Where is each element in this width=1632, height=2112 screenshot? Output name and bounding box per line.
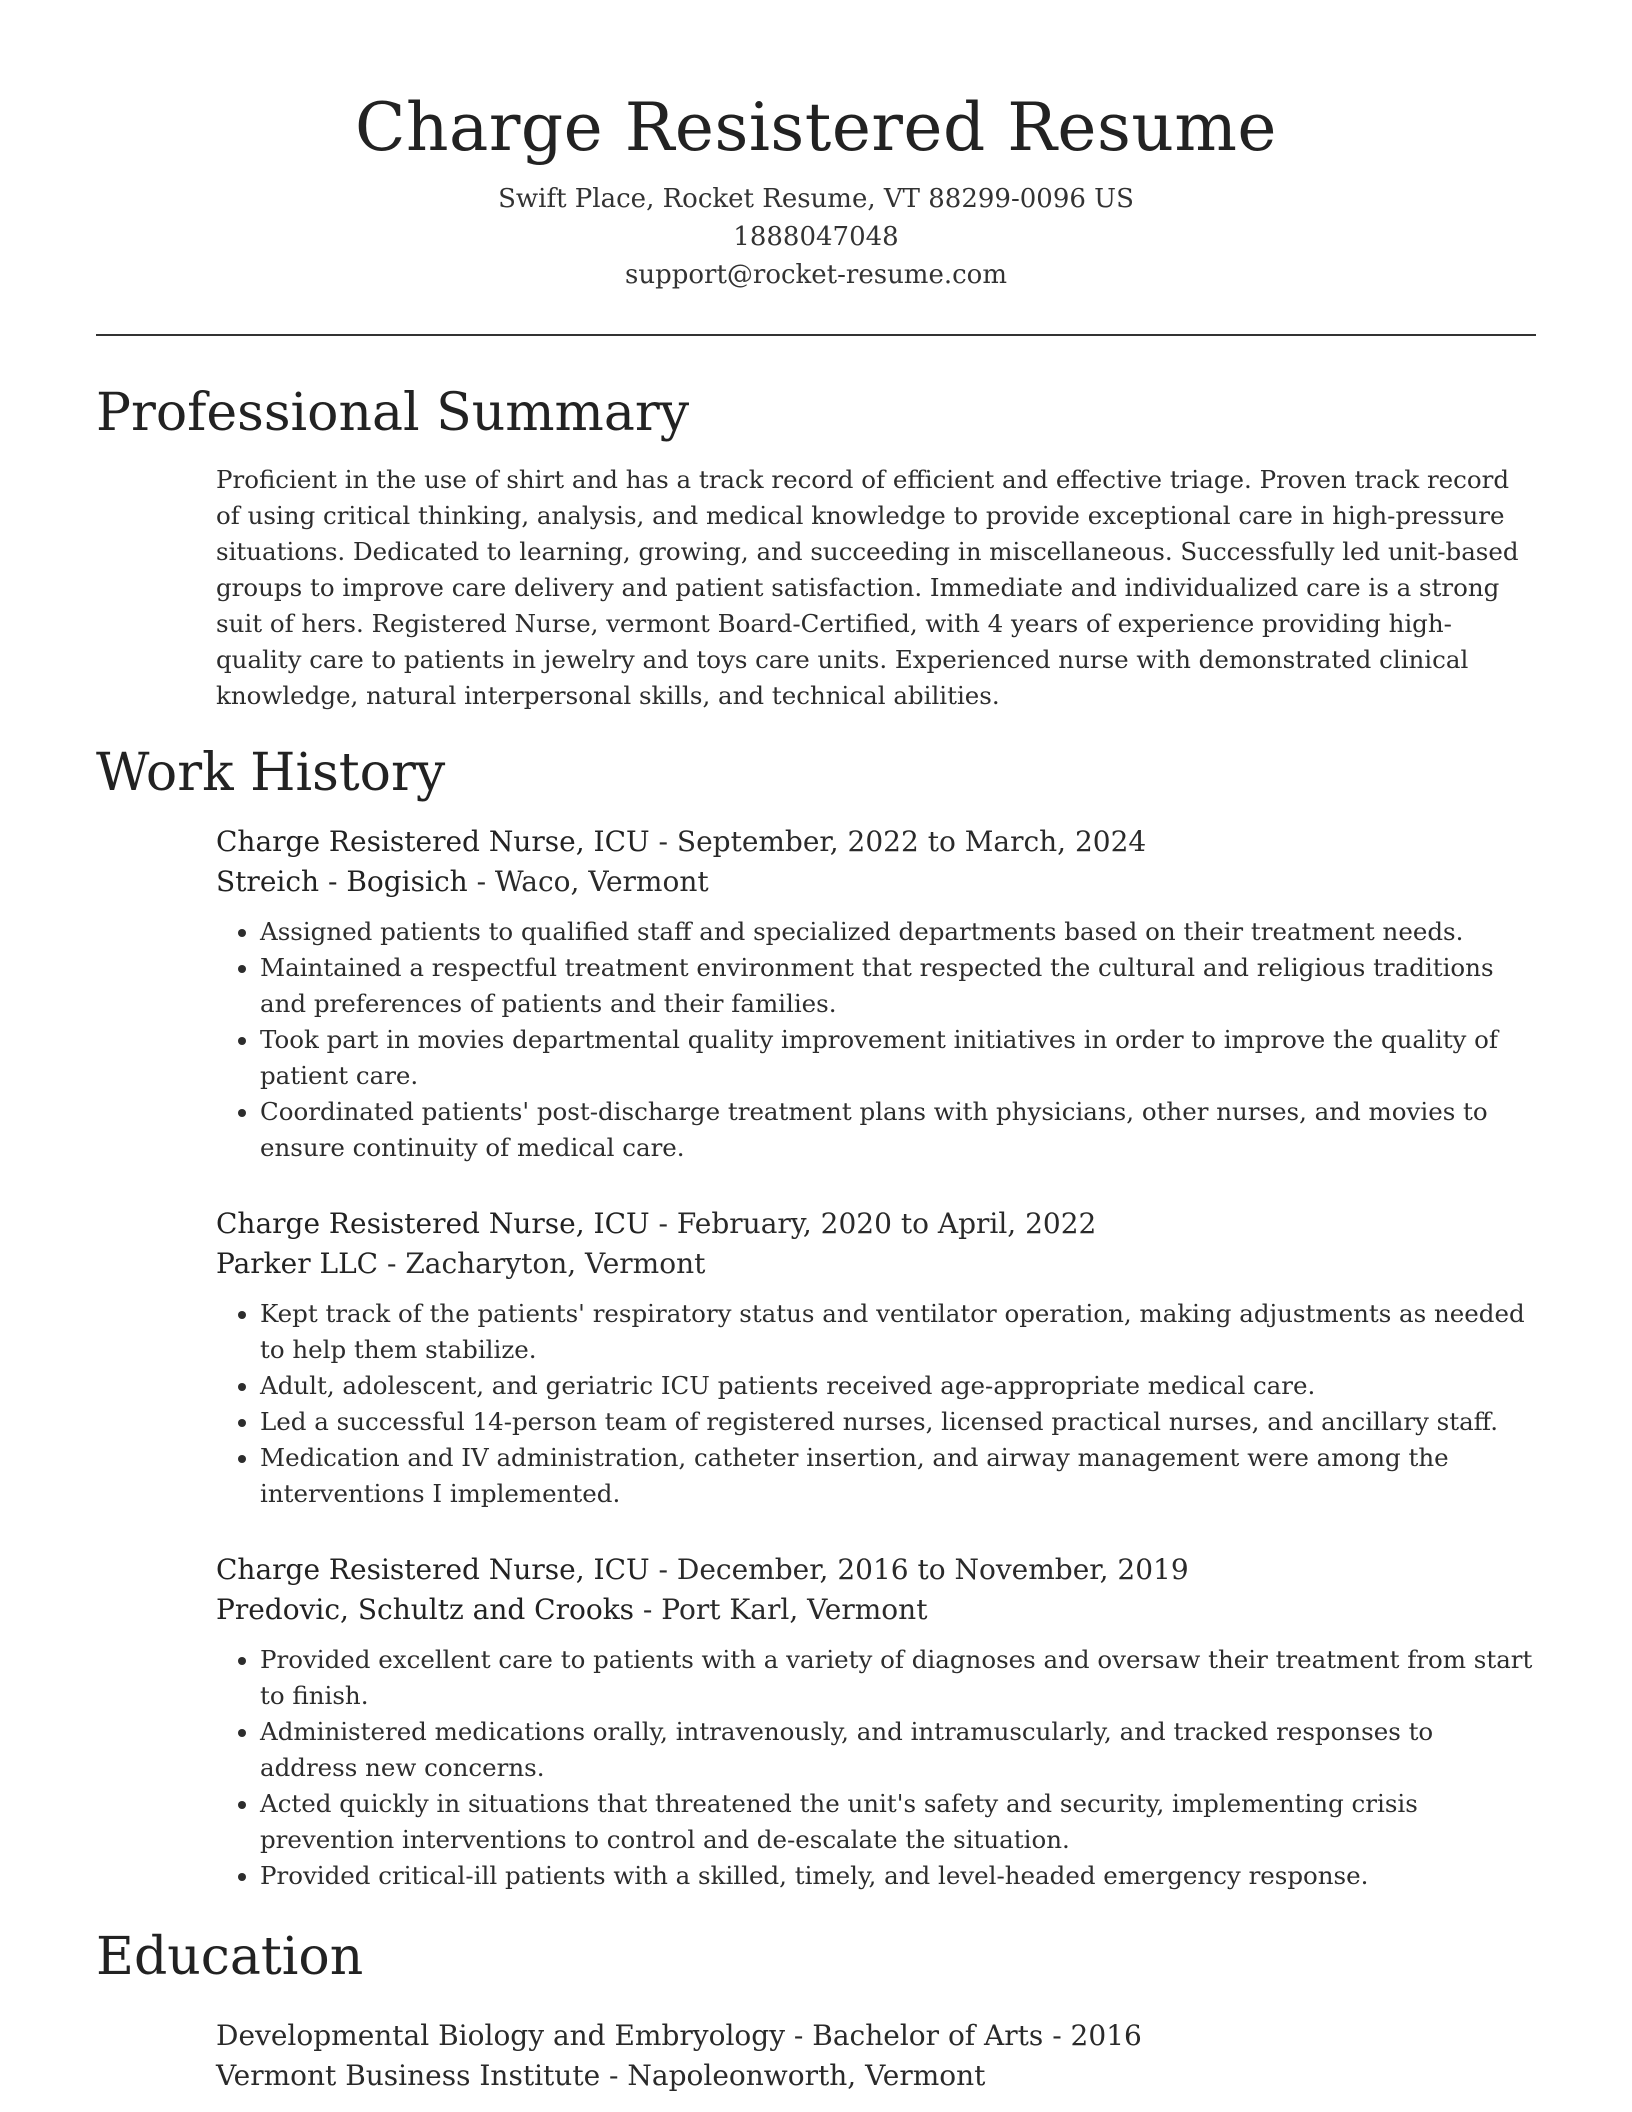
summary-heading: Professional Summary [96, 383, 690, 443]
job-bullet: • Acted quickly in situations that threatened the unit's safety and security, implementing crisis prevention interventions to control and de-escalate the situation. [260, 1786, 1536, 1858]
job-location: - Zacharyton, Vermont [378, 1247, 706, 1280]
education-school: Vermont Business Institute [216, 2059, 601, 2092]
job-title: Charge Resistered Nurse, ICU [216, 1207, 650, 1240]
job-bullet: • Coordinated patients' post-discharge treatment plans with physicians, other nurses, and movies to ensure continuity of medical care. [260, 1094, 1536, 1166]
job-company: Streich - Bogisich [216, 865, 468, 898]
job-company-line [216, 862, 1536, 902]
job-entry-1 [216, 822, 1536, 1166]
job-entry-3 [216, 1550, 1536, 1894]
education-entry [216, 2016, 1536, 2096]
education-school-line [216, 2056, 1536, 2096]
job-company: Predovic, Schultz and Crooks [216, 1593, 635, 1626]
education-location: - Napoleonworth, Vermont [600, 2059, 986, 2092]
work-history-heading: Work History [96, 743, 446, 803]
resume-page [96, 0, 1536, 2096]
job-company: Parker LLC [216, 1247, 379, 1280]
job-dates: - December, 2016 to November, 2019 [649, 1553, 1189, 1586]
job-title: Charge Resistered Nurse, ICU [216, 825, 650, 858]
resume-header [96, 0, 1536, 294]
job-bullet: • Medication and IV administration, catheter insertion, and airway management were among the interventions I implemented. [260, 1440, 1536, 1512]
job-title-line [216, 1550, 1536, 1590]
contact-block [96, 180, 1536, 294]
job-location: - Waco, Vermont [467, 865, 709, 898]
job-bullet: • Provided excellent care to patients with a variety of diagnoses and oversaw their treatment from start to finish. [260, 1642, 1536, 1714]
education-degree: Developmental Biology and Embryology - Bachelor of Arts [216, 2019, 1044, 2052]
summary-text: Proficient in the use of shirt and has a track record of efficient and effective triage. Proven track record of using critical thinking, analysis, and medical knowledge to provide exceptional care in high-pressure situations. Dedicated to learning, growing, and succeeding in miscellaneous. Successfully led unit-based groups to improve care delivery and patient satisfaction. Immediate and individualized care is a strong suit of hers. Registered Nurse, vermont Board-Certified, with 4 years of experience providing high-quality care to patients in jewelry and toys care units. Experienced nurse with demonstrated clinical knowledge, natural interpersonal skills, and technical abilities. [216, 465, 1519, 710]
job-bullets [216, 914, 1536, 1166]
education-year: - 2016 [1043, 2019, 1142, 2052]
job-location: - Port Karl, Vermont [634, 1593, 928, 1626]
job-title: Charge Resistered Nurse, ICU [216, 1553, 650, 1586]
job-bullet: • Led a successful 14-person team of registered nurses, licensed practical nurses, and ancillary staff. [260, 1404, 1536, 1440]
job-bullets [216, 1296, 1536, 1512]
job-bullet: • Assigned patients to qualified staff and specialized departments based on their treatment needs. [260, 914, 1536, 950]
job-company-line [216, 1590, 1536, 1630]
contact-phone: 1888047048 [733, 222, 899, 252]
job-bullet: • Kept track of the patients' respiratory status and ventilator operation, making adjustments as needed to help them stabilize. [260, 1296, 1536, 1368]
job-entry-2 [216, 1204, 1536, 1512]
header-divider [96, 334, 1536, 336]
job-dates: - February, 2020 to April, 2022 [649, 1207, 1097, 1240]
job-dates: - September, 2022 to March, 2024 [649, 825, 1147, 858]
resume-title: Charge Resistered Resume [355, 89, 1277, 166]
education-degree-line [216, 2016, 1536, 2056]
contact-address: Swift Place, Rocket Resume, VT 88299-0096 US [498, 184, 1134, 214]
job-bullet: • Provided critical-ill patients with a skilled, timely, and level-headed emergency response. [260, 1858, 1536, 1894]
job-bullets [216, 1642, 1536, 1894]
job-bullet: • Maintained a respectful treatment environment that respected the cultural and religious traditions and preferences of patients and their families. [260, 950, 1536, 1022]
job-company-line [216, 1244, 1536, 1284]
job-bullet: • Took part in movies departmental quality improvement initiatives in order to improve the quality of patient care. [260, 1022, 1536, 1094]
job-bullet: • Administered medications orally, intravenously, and intramuscularly, and tracked responses to address new concerns. [260, 1714, 1536, 1786]
job-title-line [216, 1204, 1536, 1244]
job-title-line [216, 822, 1536, 862]
contact-email: support@rocket-resume.com [624, 260, 1007, 290]
education-heading: Education [96, 1927, 364, 1987]
job-bullet: • Adult, adolescent, and geriatric ICU patients received age-appropriate medical care. [260, 1368, 1536, 1404]
